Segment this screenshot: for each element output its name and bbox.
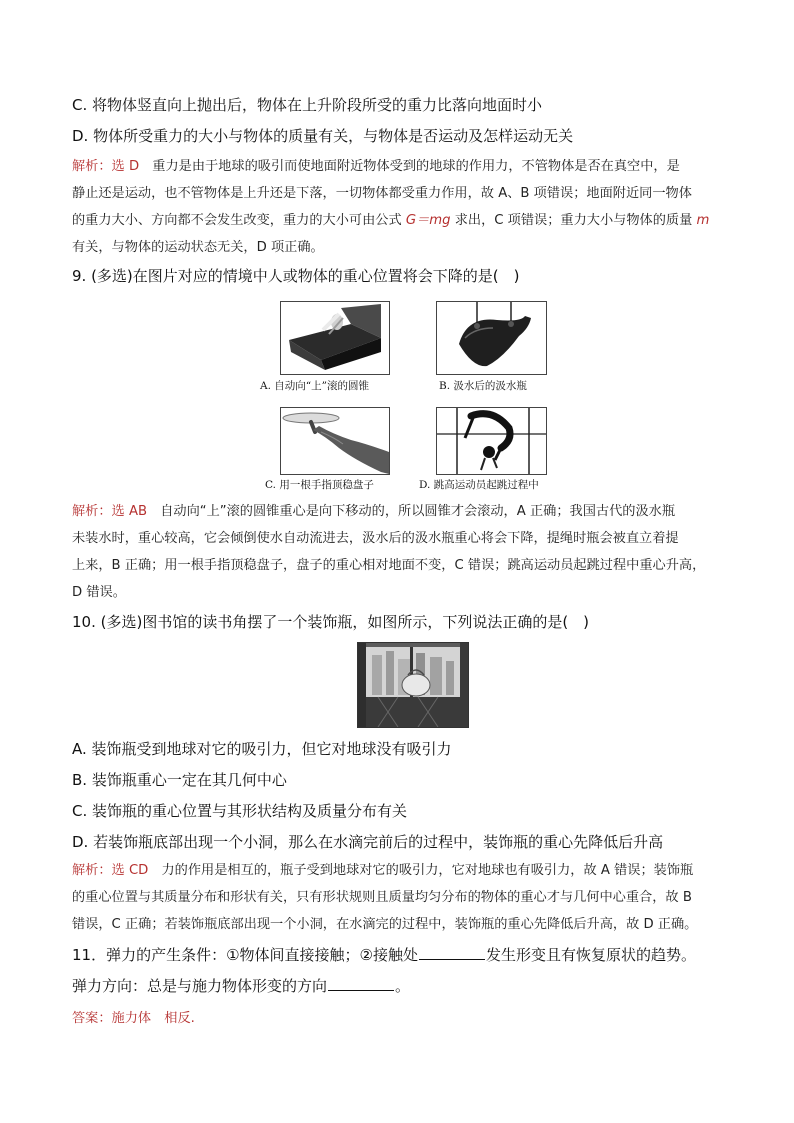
q8-option-c: C. 将物体竖直向上抛出后，物体在上升阶段所受的重力比落向地面时小 [72, 96, 543, 114]
q8-explanation-text: 重力是由于地球的吸引而使地面附近物体受到的地球的作用力，不管物体是否在真空中，是 [152, 159, 680, 174]
q10-stem: 10. (多选)图书馆的读书角摆了一个装饰瓶，如图所示，下列说法正确的是( ) [72, 613, 590, 631]
q9-stem: 9. (多选)在图片对应的情境中人或物体的重心位置将会下降的是( ) [72, 267, 520, 285]
q10-explanation-line2: 的重心位置与其质量分布和形状有关，只有形状规则且质量均匀分布的物体的重心才与几何中心重合，故 B [72, 890, 692, 905]
q8-explanation-line2: 静止还是运动，也不管物体是上升还是下落，一切物体都受重力作用，故 A、B 项错误；地面附近同一物体 [72, 186, 692, 201]
q10-option-b: B. 装饰瓶重心一定在其几何中心 [72, 771, 287, 789]
q9-explanation-text: 自动向“上”滚的圆锥重心是向下移动的，所以圆锥才会滚动，A 正确；我国古代的汲水瓶 [160, 504, 676, 519]
figure-finger-plate [280, 407, 390, 475]
caption-b: B. 汲水后的汲水瓶 [439, 380, 527, 392]
figure-decorative-vase [357, 642, 469, 728]
q8-exp-text-b: 求出，C 项错误；重力大小与物体的质量 [450, 213, 697, 228]
q9-explanation-line1 [72, 502, 675, 522]
caption-a: A. 自动向“上”滚的圆锥 [260, 380, 369, 392]
q10-explanation-line1 [72, 861, 693, 881]
answer-blank-1[interactable] [419, 946, 485, 960]
q10-explanation-label: 解析：选 CD [72, 863, 149, 878]
q11-line2 [72, 976, 410, 996]
q11-text-d: 。 [395, 977, 411, 995]
q8-explanation-line4: 有关，与物体的运动状态无关，D 项正确。 [72, 240, 324, 255]
gravity-formula: G＝mg [405, 213, 451, 228]
q9-explanation-line2: 未装水时，重心较高，它会倾倒使水自动流进去，汲水后的汲水瓶重心将会下降，提绳时瓶会被直立着提 [72, 531, 679, 546]
caption-d: D. 跳高运动员起跳过程中 [419, 479, 539, 491]
q9-explanation-line3: 上来，B 正确；用一根手指顶稳盘子，盘子的重心相对地面不变，C 错误；跳高运动员起跳过程中重心升高， [72, 558, 706, 573]
figure-high-jumper [436, 407, 547, 475]
q10-explanation-line3: 错误，C 正确；若装饰瓶底部出现一个小洞，在水滴完的过程中，装饰瓶的重心先降低后升高，故 D 正确。 [72, 917, 698, 932]
q8-option-d: D. 物体所受重力的大小与物体的质量有关，与物体是否运动及怎样运动无关 [72, 127, 574, 145]
q10-explanation-text: 力的作用是相互的，瓶子受到地球对它的吸引力，它对地球也有吸引力，故 A 错误；装饰瓶 [161, 863, 694, 878]
q11-text-a: 11．弹力的产生条件：①物体间直接接触；②接触处 [72, 946, 418, 964]
q11-text-c: 弹力方向：总是与施力物体形变的方向 [72, 977, 328, 995]
q8-explanation-line1 [72, 157, 680, 177]
answer-blank-2[interactable] [328, 977, 394, 991]
figure-cone-rolling [280, 301, 390, 375]
q8-explanation-label: 解析：选 D [72, 159, 140, 174]
q9-explanation-line4: D 错误。 [72, 585, 126, 600]
q8-exp-text-a: 的重力大小、方向都不会发生改变，重力的大小可由公式 [72, 213, 406, 228]
q9-explanation-label: 解析：选 AB [72, 504, 148, 519]
q11-text-b: 发生形变且有恢复原状的趋势。 [485, 946, 696, 964]
q11-line1 [72, 945, 696, 965]
q10-option-a: A. 装饰瓶受到地球对它的吸引力，但它对地球没有吸引力 [72, 740, 452, 758]
mass-symbol: m [696, 213, 710, 228]
q8-explanation-line3 [72, 211, 709, 231]
q10-option-c: C. 装饰瓶的重心位置与其形状结构及质量分布有关 [72, 802, 408, 820]
q11-answer: 答案：施力体 相反. [72, 1011, 195, 1026]
q10-option-d: D. 若装饰瓶底部出现一个小洞，那么在水滴完前后的过程中，装饰瓶的重心先降低后升高 [72, 833, 664, 851]
caption-c: C. 用一根手指顶稳盘子 [265, 479, 374, 491]
figure-water-bottle [436, 301, 547, 375]
